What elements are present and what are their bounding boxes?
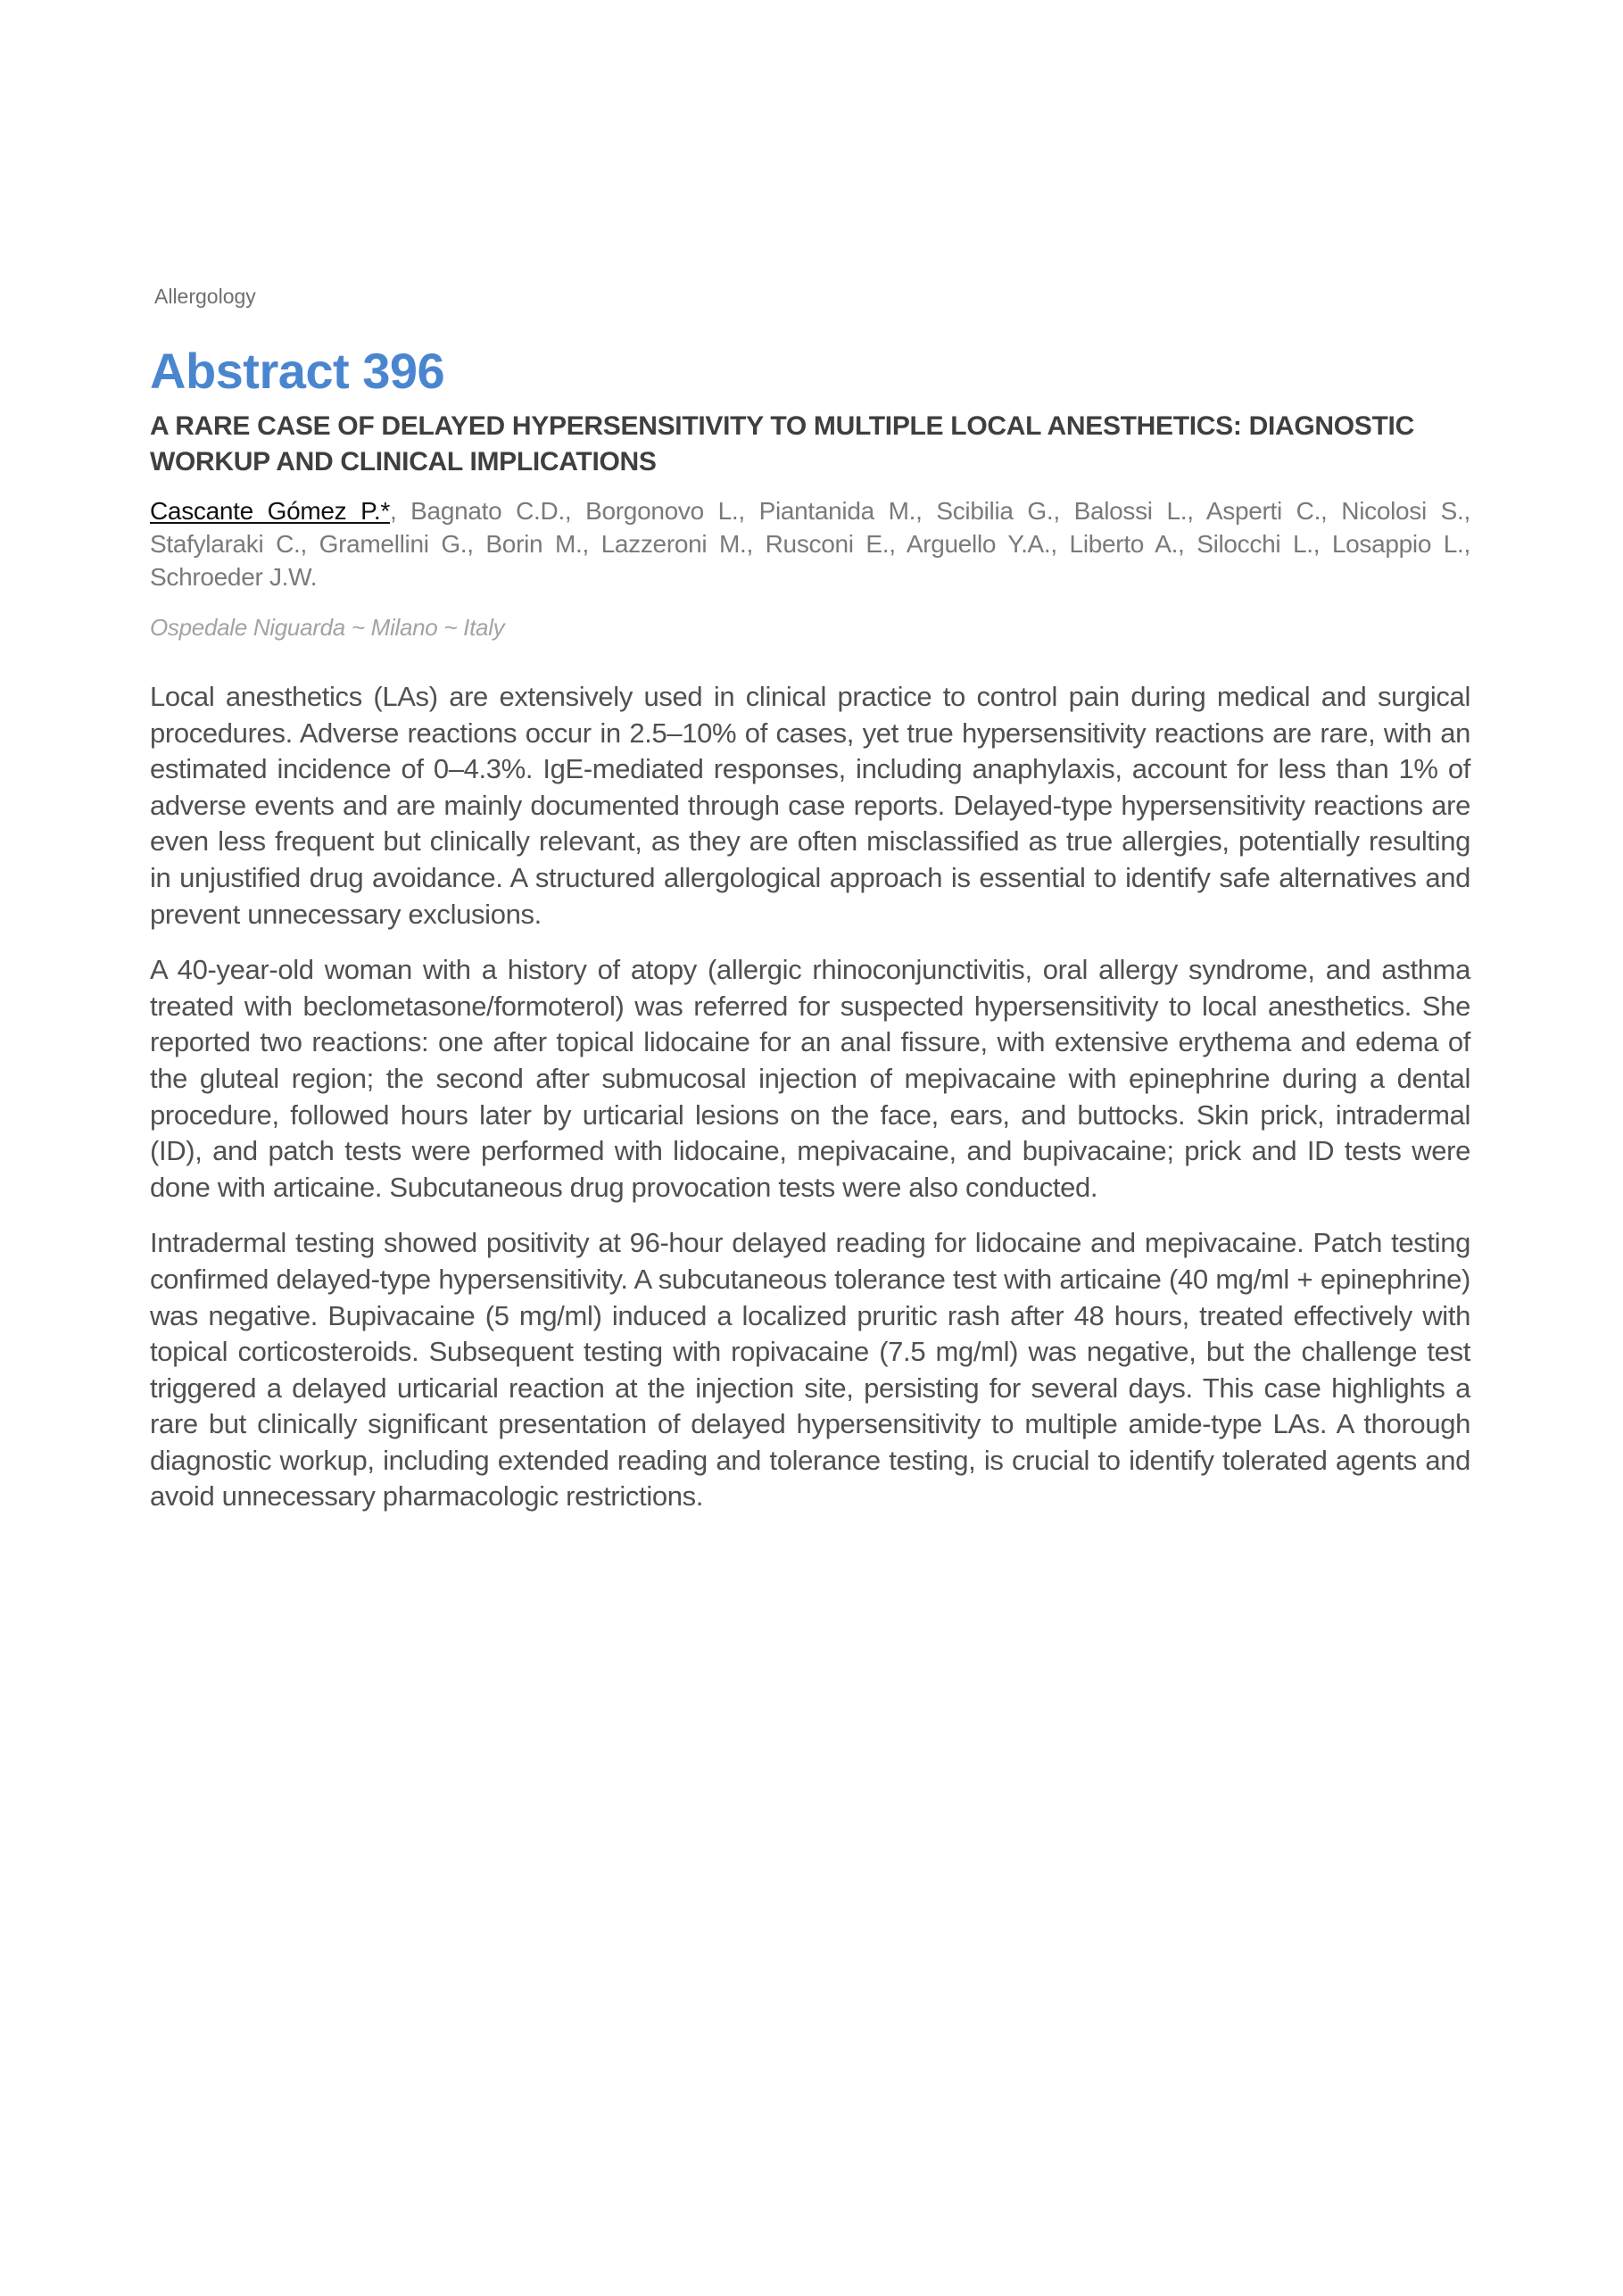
paragraph-introduction: Local anesthetics (LAs) are extensively used in clinical practice to control pain during medical and surgical procedures. Adverse reactions occur in 2.5–10% of cases, yet true hypersensitivity reactions are rare, with an estimated incidence of 0–4.3%. IgE-mediated responses, including anaphylaxis, account for less than 1% of adverse events and are mainly documented through case reports. Delayed-type hypersensitivity reactions are even less frequent but clinically relevant, as they are often misclassified as true allergies, potentially resulting in unjustified drug avoidance. A structured allergological approach is essential to identify safe alternatives and prevent unnecessary exclusions. <box>150 681 1470 930</box>
abstract-number-heading: Abstract 396 <box>150 343 445 399</box>
paragraph-results-conclusion: Intradermal testing showed positivity at 96-hour delayed reading for lidocaine and mepivacaine. Patch testing confirmed delayed-type hypersensitivity. A subcutaneous tolerance test with articaine (40 mg/ml + epinephrine) was negative. Bupivacaine (5 mg/ml) induced a localized pruritic rash after 48 hours, treated effectively with topical corticosteroids. Subsequent testing with ropivacaine (7.5 mg/ml) was negative, but the challenge test triggered a delayed urticarial reaction at the injection site, persisting for several days. This case highlights a rare but clinically significant presentation of delayed hypersensitivity to multiple amide-type LAs. A thorough diagnostic workup, including extended reading and tolerance testing, is crucial to identify tolerated agents and avoid unnecessary pharmacologic restrictions. <box>150 1227 1470 1513</box>
co-authors: , Bagnato C.D., Borgonovo L., Piantanida M., Scibilia G., Balossi L., Asperti C., Nicolosi S., Stafylaraki C., Gramellini G., Borin M., Lazzeroni M., Rusconi E., Arguello Y.A., Liberto A., Silocchi L., Losappio L., Schroeder J.W. <box>150 497 1470 591</box>
category-label: Allergology <box>154 285 256 308</box>
abstract-page <box>150 284 1470 1515</box>
author-list <box>150 494 1470 593</box>
abstract-title: A RARE CASE OF DELAYED HYPERSENSITIVITY TO MULTIPLE LOCAL ANESTHETICS: DIAGNOSTIC WORKUP AND CLINICAL IMPLICATIONS <box>150 411 1414 477</box>
affiliation: Ospedale Niguarda ~ Milano ~ Italy <box>150 614 505 641</box>
presenting-author: Cascante Gómez P.* <box>150 497 390 525</box>
paragraph-case-report: A 40-year-old woman with a history of atopy (allergic rhinoconjunctivitis, oral allergy syndrome, and asthma treated with beclometasone/formoterol) was referred for suspected hypersensitivity to local anesthetics. She reported two reactions: one after topical lidocaine for an anal fissure, with extensive erythema and edema of the gluteal region; the second after submucosal injection of mepivacaine with epinephrine during a dental procedure, followed hours later by urticarial lesions on the face, ears, and buttocks. Skin prick, intradermal (ID), and patch tests were performed with lidocaine, mepivacaine, and bupivacaine; prick and ID tests were done with articaine. Subcutaneous drug provocation tests were also conducted. <box>150 954 1470 1203</box>
